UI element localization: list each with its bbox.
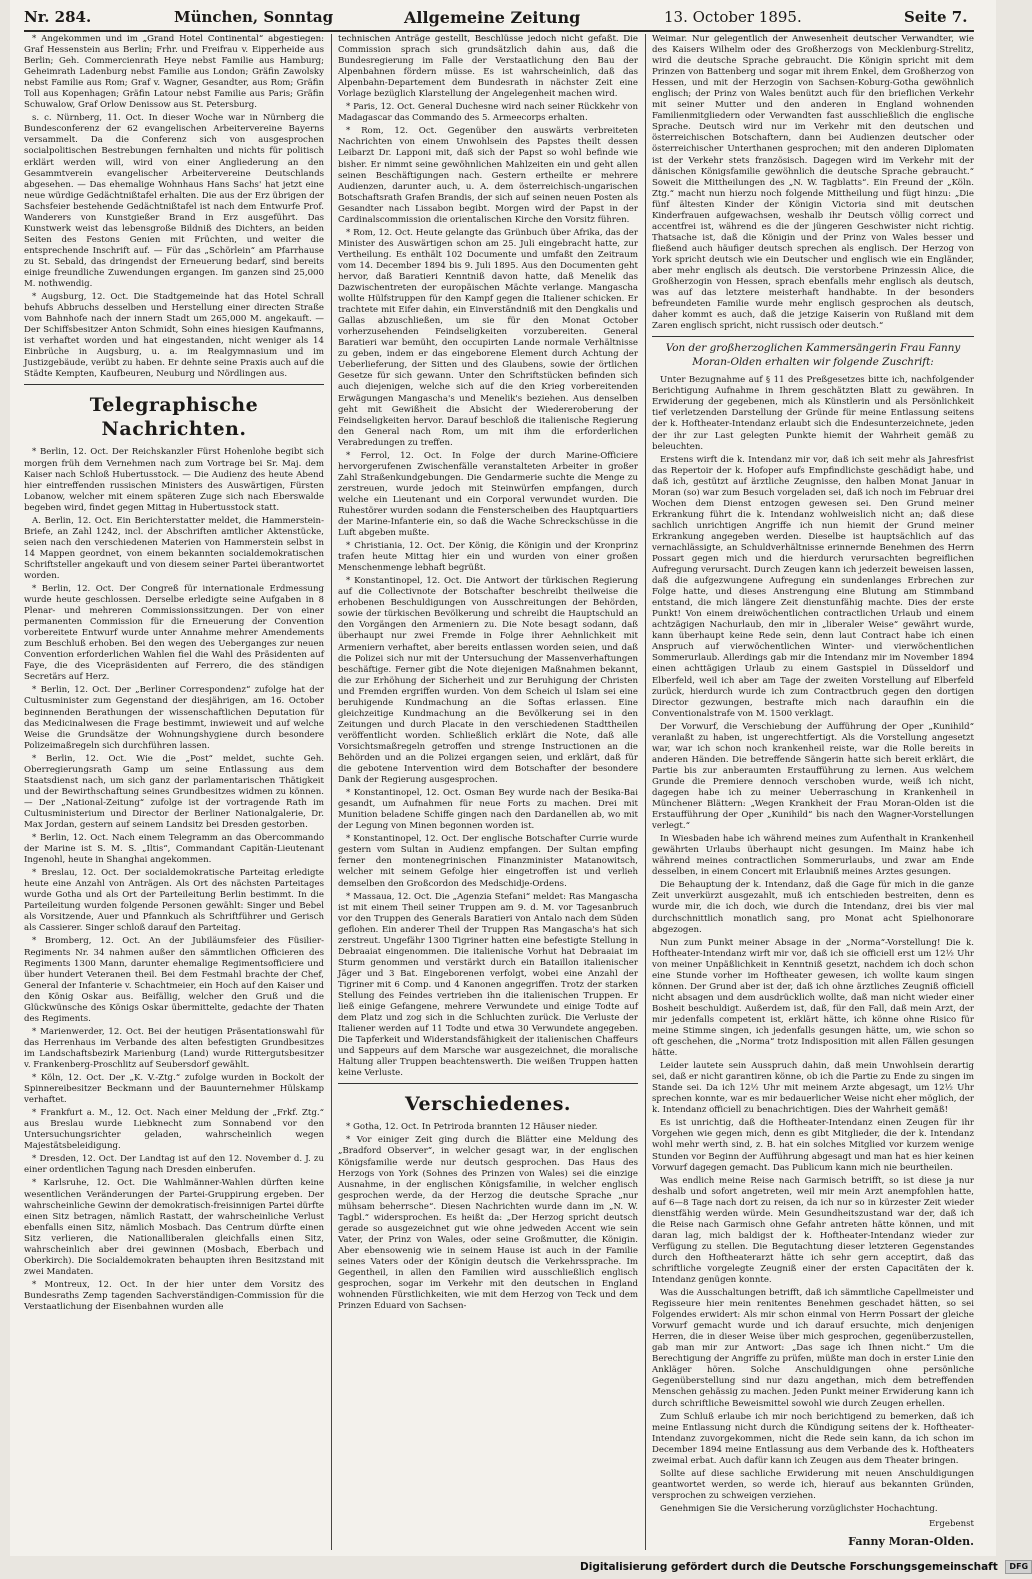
article: * Berlin, 12. Oct. Der „Berliner Correspondenz“ zufolge hat der Cultusminister zum Gegenstand der diesjährigen, am 16. October beginnenden Berathungen der wissenschaftlichen Deputation für das Medicinalwesen die Frage bestimmt, inwieweit und auf welche Weise die Grundsätze der Wohnungshygiene durch besondere Polizeimaßregeln sich durchführen lassen. xyxy=(24,685,324,751)
article: * Rom, 12. Oct. Gegenüber den auswärts verbreiteten Nachrichten von einem Unwohlsein des Papstes theilt dessen Leibarzt Dr. Lapponi mit, daß sich der Papst so wohl befinde wie bisher. Er nimmt seine gewöhnlichen Mahlzeiten ein und geht allen seinen Beschäftigungen nach. Gestern ertheilte er mehrere Audienzen, darunter auch, u. A. dem österreichisch-ungarischen Botschaftsrath Grafen Brandis, der sich auf seinen neuen Posten als Gesandter nach Lissabon begibt. Morgen wird der Papst in der Cardinalscommission die orientalischen Kirche den Vorsitz führen. xyxy=(338,126,638,225)
article: * Marienwerder, 12. Oct. Bei der heutigen Präsentationswahl für das Herrenhaus im Verbande des alten befestigten Grundbesitzes im Landschaftsbezirk Marienburg (Land) wurde Rittergutsbesitzer v. Frankenberg-Proschlitz auf Seubersdorf gewählt. xyxy=(24,1026,324,1070)
letter-paragraph: Leider lautete sein Ausspruch dahin, daß mein Unwohlsein derartig sei, daß er nicht garantiren könne, ob ich die Partie zu Ende zu singen im Stande sei. Da ich 12½ Uhr mit meinem Arzte abgesagt, um 12½ Uhr sprechen konnte, war es mir bedauerlicher Weise nicht eher möglich, der k. Intendanz officiell zu benachrichtigen. Dies der Wahrheit gemäß! xyxy=(652,1061,974,1116)
letter-paragraph: In Wiesbaden habe ich während meines zum Aufenthalt in Krankenheil gewährten Urlaubs überhaupt nicht gesungen. Im Mainz habe ich während meines contractlichen Sommerurlaubs, und zwar am Ende desselben, in einem Concert mit Erlaubniß meines Arztes gesungen. xyxy=(652,834,974,878)
letter-paragraph: Der Vorwurf, die Verschiebung der Aufführung der Oper „Kunihild“ veranlaßt zu haben, ist ungerechtfertigt. Als die Vorstellung angesetzt war, war ich schon noch krankenheil reiste, war die Rolle bereits in anderen Händen. Die betreffende Sängerin hatte sich bereit erklärt, die Partie bis zur anberaumten Erstaufführung zu lernen. Aus welchem Grunde die Premiere dennoch verschoben wurde, weiß ich nicht, dagegen habe ich zu meiner Ueberraschung in Krankenheil in Münchener Blättern: „Wegen Krankheit der Frau Moran-Olden ist die Erstaufführung der Oper „Kunihild“ bis nach den Wagner-Vorstellungen verlegt.“ xyxy=(652,721,974,832)
letter-closing: Genehmigen Sie die Versicherung vorzüglichster Hochachtung. xyxy=(660,1503,938,1514)
issue-date: 13. October 1895. xyxy=(664,8,802,26)
article: A. Berlin, 12. Oct. Ein Berichterstatter meldet, die Hammerstein-Briefe, an Zahl 1242, incl. der Abschriften amtlicher Aktenstücke, seien nach den verschiedenen Materien von Hammerstein selbst in 14 Mappen geordnet, von einem bekannten socialdemokratischen Schriftsteller angekauft und von diesem seiner Partei überantwortet worden. xyxy=(24,515,324,581)
digitization-credit xyxy=(580,1560,1029,1576)
article: Weimar. Nur gelegentlich der Anwesenheit deutscher Verwandter, wie des Kaisers Wilhelm oder des Großherzogs von Mecklenburg-Strelitz, wird die deutsche Sprache gebraucht. Die Königin spricht mit dem Prinzen von Battenberg und sogar mit ihrem Enkel, dem Großherzog von Hessen, und mit der Herzogin von Sachsen-Koburg-Gotha gewöhnlich englisch; der Prinz von Wales benützt auch für den brieflichen Verkehr mit seiner Mutter und den anderen in England wohnenden Familienmitgliedern oder Verwandten fast ausschließlich die englische Sprache. Deutsch wird nur im Verkehr mit den deutschen und österreichischen Botschaftern, dann bei Audienzen deutscher oder österreichischer Unterthanen gesprochen; mit den anderen Diplomaten ist der Verkehr stets französisch. Dagegen wird im Verkehr mit der dänischen Königsfamilie gewöhnlich die deutsche Sprache gebraucht.“ Soweit die Mittheilungen des „N. W. Tagblatts“. Ein Freund der „Köln. Ztg.“ macht nun hierzu noch folgende Mittheilung und fügt hinzu: „Die fünf ältesten Kinder der Königin Victoria sind mit deutschen Kinderfrauen aufgewachsen, weshalb ihr Deutsch völlig correct und accentfrei ist, während es die der jüngeren Geschwister nicht richtig. Thatsache ist, daß die Königin und der Prinz von Wales besser und fließend auch häufiger deutsch sprechen als englisch. Der Herzog von York spricht deutsch wie ein Deutscher und englisch wie ein Engländer, aber mehr englisch als deutsch. Die verstorbene Prinzessin Alice, die Großherzogin von Hessen, sprach ebenfalls mehr englisch als deutsch, was auf das letztere meisterhaft handhabte. In der besonders befreundeten Familie wurde mehr englisch gesprochen als deutsch, daher kommt es auch, daß die jetzige Kaiserin von Rußland mit dem Zaren englisch spricht, nicht russisch oder deutsch.“ xyxy=(652,34,974,332)
article: technischen Anträge gestellt, Beschlüsse jedoch nicht gefaßt. Die Commission sprach sich grundsätzlich dahin aus, daß die Bundesregierung im Falle der Verstaatlichung den Bau der Alpenbahnen fördern müsse. Es ist wahrscheinlich, daß das Alpenbahn-Departement dem Bundesrath in nächster Zeit eine Vorlage bezüglich Klarstellung der Angelegenheit machen wird. xyxy=(338,34,638,100)
letter-paragraph: Unter Bezugnahme auf § 11 des Preßgesetzes bitte ich, nachfolgender Berichtigung Aufnahme in Ihrem geschätzten Blatt zu gewähren. In Erwiderung der gegebenen, mich als Künstlerin und als Persönlichkeit tief verletzenden Darstellung der Gründe für meine Entlassung seitens der k. Hoftheater-Intendanz erlaubt sich die Endesunterzeichnete, jeden der ihr zur Last gelegten Punkte hiemit der Wahrheit gemäß zu beleuchten. xyxy=(652,375,974,452)
letter-intro: Von der großherzoglichen Kammersängerin Frau Fanny Moran-Olden erhalten wir folgende Zuschrift: xyxy=(665,342,961,369)
article: * Dresden, 12. Oct. Der Landtag ist auf den 12. November d. J. zu einer ordentlichen Tagung nach Dresden einberufen. xyxy=(24,1154,324,1176)
article: * Berlin, 12. Oct. Der Reichskanzler Fürst Hohenlohe begibt sich morgen früh dem Vernehmen nach zum Vortrage bei Sr. Maj. dem Kaiser nach Schloß Hubertusstock. — Die Audienz des heute Abend hier eintreffenden russischen Ministers des Auswärtigen, Fürsten Lobanow, welcher mit einem späteren Zuge sich nach Eberswalde begeben wird, findet gegen Mittag in Hubertusstock statt. xyxy=(24,447,324,513)
article: * Köln, 12. Oct. Der „K. V.-Ztg.“ zufolge wurden in Bockolt der Spinnereibesitzer Beckmann und der Bauunternehmer Hülskamp verhaftet. xyxy=(24,1073,324,1106)
credit-text: Digitalisierung gefördert durch die Deutsche Forschungsgemeinschaft xyxy=(580,1561,998,1573)
letter-paragraph: Nun zum Punkt meiner Absage in der „Norma“-Vorstellung! Die k. Hoftheater-Intendanz wirft mir vor, daß ich sie officiell erst um 12½ Uhr von meiner Unpäßlichkeit in Kenntniß gesetzt, nachdem ich doch schon eine Stunde vorher im Hoftheater gewesen, ich wollte kaum singen können. Der Grund aber ist der, daß ich ohne ärztliches Zeugniß officiell nicht absagen und dem ausdrücklich wollte, daß man nicht wieder einer Bosheit beschuldigt. Außerdem ist, daß, für den Fall, daß mein Arzt, der mir jedenfalls competent ist, erklärt hätte, ich könne ohne Risico für meine Stimme singen, ich jedenfalls gesungen hätte, um, wie schon so oft geschehen, die „Norma“ trotz Indisposition mit allen Fällen gesungen hätte. xyxy=(652,937,974,1059)
article: * Frankfurt a. M., 12. Oct. Nach einer Meldung der „Frkf. Ztg.“ aus Breslau wurde Liebknecht zum Sonnabend vor den Untersuchungsrichter geladen, wahrscheinlich wegen Majestätsbeleidigung. xyxy=(24,1108,324,1152)
section-rule xyxy=(24,384,324,385)
article: * Vor einiger Zeit ging durch die Blätter eine Meldung des „Bradford Observer“, in welcher gesagt war, in der englischen Königsfamilie werde nur deutsch gesprochen. Das Haus des Herzogs von York (Sohnes des Prinzen von Wales) sei die einzige Ausnahme, in der englischen Königsfamilie, in welcher englisch gesprochen werde, da der Herzog die deutsche Sprache „nur mühsam beherrsche“. Diesen Nachrichten wurde dann im „N. W. Tagbl.“ widersprochen. Es heißt da: „Der Herzog spricht deutsch gerade so ausgezeichnet gut wie ohne jedweden Accent wie sein Vater, der Prinz von Wales, oder seine Großmutter, die Königin. Aber ebensowenig wie in seinem Hause ist auch in der Familie seines Vaters oder der Königin deutsch die Verkehrssprache. Im Gegentheil, in allen den Familien wird ausschließlich englisch gesprochen, sogar im Verkehr mit den deutschen in England wohnenden Fürstlichkeiten, wie mit dem Herzog von Teck und dem Prinzen Eduard von Sachsen- xyxy=(338,1135,638,1312)
letter-paragraph: Es ist unrichtig, daß die Hoftheater-Intendanz einen Zeugen für ihr Vorgehen wie gegen mich, denn es gibt Mitglieder, die der k. Intendanz wohl mehr werth sind, z. B. hat ein solches Mitglied vor kurzem wenige Stunden vor Beginn der Aufführung abgesagt und man hat es hier keinen Vorwurf dagegen gemacht. Das Publicum kann mich nie beurtheilen. xyxy=(652,1118,974,1173)
article: * Montreux, 12. Oct. In der hier unter dem Vorsitz des Bundesraths Zemp tagenden Sachverständigen-Commission für die Verstaatlichung der Eisenbahnen wurden alle xyxy=(24,1279,324,1312)
article: * Konstantinopel, 12. Oct. Der englische Botschafter Currie wurde gestern vom Sultan in Audienz empfangen. Der Sultan empfing ferner den montenegrinischen Finanzminister Matanowitsch, welcher mit seinem Gefolge hier eingetroffen ist und verlieh demselben den Großcordon des Medschidje-Ordens. xyxy=(338,834,638,889)
article: * Rom, 12. Oct. Heute gelangte das Grünbuch über Afrika, das der Minister des Auswärtigen schon am 25. Juli eingebracht hatte, zur Vertheilung. Es enthält 102 Documente und umfaßt den Zeitraum vom 14. December 1894 bis 9. Juli 1895. Aus den Documenten geht hervor, daß Baratieri Kenntniß davon hatte, daß Menelik das Dazwischentreten der europäischen Mächte verlange. Mangascha wollte Hülfstruppen für den Kampf gegen die Italiener schicken. Er trachtete mit Eifer dahin, ein Einverständniß mit den Dengkalis und Gallas abzuschließen, um sie für den Monat October vorherzusehenden Feindseligkeiten vorzubereiten. General Baratieri war bemüht, den occupirten Lande normale Verhältnisse zu geben, indem er das eingeborene Element durch Achtung der Ueberlieferung, der Sitten und des Glaubens, sowie der örtlichen Gesetze für sich gewann. Unter den Schriftstücken befinden sich auch diejenigen, welche sich auf die den Krieg vorbereitenden Erwägungen Mangascha's und Menelik's beziehen. Aus denselben geht mit Gewißheit die Absicht der Wiedereroberung der Feindseligkeiten hervor. Darauf beschloß die italienische Regierung den General nach Rom, um mit ihm die erforderlichen Verabredungen zu treffen. xyxy=(338,227,638,448)
article: * Augsburg, 12. Oct. Die Stadtgemeinde hat das Hotel Schrall behufs Abbruchs desselben und Herstellung einer directen Straße vom Bahnhofe nach der innern Stadt um 265,000 M. angekauft. — Der Schiffsbesitzer Anton Schmidt, Sohn eines hiesigen Kaufmanns, ist verhaftet worden und hat eingestanden, nicht weniger als 14 Einbrüche in Augsburg, u. a. im Realgymnasium und im Justizgebäude, verübt zu haben. Er dehnte seine Praxis auch auf die Städte Kempten, Kaufbeuren, Neuburg und Nördlingen aus. xyxy=(24,292,324,380)
article: s. c. Nürnberg, 11. Oct. In dieser Woche war in Nürnberg die Bundesconferenz der 62 evangelischen Arbeitervereine Bayerns versammelt. Da die Conferenz sich von ausgesprochen socialpolitischen Bestrebungen fernhalten und nichts für politisch erklärt werden will, wird von einer Angliederung an den Gesammtverein evangelischer Arbeitervereine Deutschlands abgesehen. — Das ehemalige Wohnhaus Hans Sachs' hat jetzt eine neue würdige Gedächtnißtafel erhalten. Die aus der Erz übrigen der Sachsfeier bestehende Gedächtnißtafel ist nach dem Entwurfe Prof. Wanderers von Kunstgießer Brand in Erz ausgeführt. Das Kunstwerk weist das lebensgroße Bildniß des Dichters, an beiden Seiten des Festons Genien mit Früchten, und weiter die entsprechende Inschrift auf. — Für das „Schörlein“ am Pfarrhause zu St. Sebald, das dringendst der Erneuerung bedarf, sind bereits einige freundliche Zuwendungen ergangen. Im ganzen sind 25,000 M. nothwendig. xyxy=(24,113,324,290)
column-3 xyxy=(652,34,974,1550)
masthead xyxy=(24,4,974,32)
issue-number: Nr. 284. xyxy=(24,8,92,26)
letter-signature: Fanny Moran-Olden. xyxy=(848,1535,974,1549)
article: * Berlin, 12. Oct. Der Congreß für internationale Erdmessung wurde heute geschlossen. Derselbe erledigte seine Aufgaben in 8 Plenar- und mehreren Commissionssitzungen. Der von einer permanenten Commission für die Erneuerung der Convention vorbereitete Entwurf wurde unter Annahme mehrer Amendements zum Beschluß erhoben. Bei den wegen des Ueberganges zur neuen Convention erforderlichen Wahlen fiel die Wahl des Präsidenten auf Faye, die des Vicepräsidenten auf Ferrero, die des ständigen Secretärs auf Herz. xyxy=(24,584,324,683)
article: * Christiania, 12. Oct. Der König, die Königin und der Kronprinz trafen heute Mittag hier ein und wurden von einer großen Menschenmenge lebhaft begrüßt. xyxy=(338,541,638,574)
article: * Konstantinopel, 12. Oct. Die Antwort der türkischen Regierung auf die Collectivnote der Botschafter beschreibt theilweise die erhobenen Beschuldigungen von Ausschreitungen der Behörden, sowie der türkischen Bevölkerung und schreibt die Hauptschuld an den Vorgängen den Armeniern zu. Die Note besagt sodann, daß überhaupt nur zwei Fremde in Folge ihrer Aehnlichkeit mit Armeniern verhaftet, aber bereits entlassen worden seien, und daß die Polizei sich nur mit der Untersuchung der Massenverhaftungen beschäftige. Ferner gibt die Note diejenigen Maßnahmen bekannt, die zur Erhöhung der Sicherheit und zur Beruhigung der Christen und Fremden ergriffen wurden. Von dem Scheich ul Islam sei eine beruhigende Kundmachung an die Softas erlassen. Eine gleichzeitige Kundmachung an die Bevölkerung sei in den Zeitungen und durch Placate in den verschiedenen Stadttheilen veröffentlicht worden. Schließlich erklärt die Note, daß alle Vorsichtsmaßregeln getroffen und strenge Instructionen an die Behörden und an die Polizei ergangen seien, und erklärt, daß für die gebotene Intervention wird dem Botschafter der besondere Dank der Regierung ausgesprochen. xyxy=(338,576,638,786)
article: * Massaua, 12. Oct. Die „Agenzia Stefani“ meldet: Ras Mangascha ist mit einem Theil seiner Truppen am 9. d. M. vor Tagesanbruch vor den Truppen des Generals Baratieri von Antalo nach dem Süden geflohen. Ein anderer Theil der Truppen Ras Mangascha's hat sich zerstreut. Ungefähr 1300 Tigriner hatten eine befestigte Stellung in Debraaiat eingenommen. Die italienische Vorhut hat Debraaiat im Sturm genommen und verstärkt durch ein Bataillon italienischer Jäger und 3 Bat. Eingeborenen verfolgt, wobei eine Anzahl der Tigriner mit 6 Comp. und 4 Kanonen angegriffen. Trotz der starken Stellung des Feindes vertrieben ihn die italienischen Truppen. Er ließ einige Gefangene, mehrere Verwundete und einige Todte auf dem Platz und zog sich in die Schluchten zurück. Die Verluste der Italiener werden auf 11 Todte und etwa 30 Verwundete angegeben. Die Tapferkeit und Widerstandsfähigkeit der italienischen Chaffeurs und Sappeurs auf dem Marsche war ausgezeichnet, die moralische Haltung aller Truppen beachtenswerth. Die weißen Truppen hatten keine Verluste. xyxy=(338,891,638,1079)
section-headline: Telegraphische Nachrichten. xyxy=(89,394,259,441)
section-headline: Verschiedenes. xyxy=(404,1093,572,1116)
article: * Gotha, 12. Oct. In Petriroda brannten 12 Häuser nieder. xyxy=(346,1122,598,1133)
column-1 xyxy=(24,34,324,1550)
column-2 xyxy=(338,34,638,1550)
letter-paragraph: Erstens wirft die k. Intendanz mir vor, daß ich seit mehr als Jahresfrist das Repertoir der k. Hofoper aufs Empfindlichste geschädigt habe, und daß ich, gestützt auf ärztliche Zeugnisse, den halben Monat Januar in Moran (so) war zum Besuch vorgeladen sei, daß ich noch im Februar drei Wochen dem Dienst entzogen gewesen sei. Den Grund meiner Erkrankung führt die k. Intendanz wohlweislich nicht an; daß diese sachlich unrichtigen Angriffe ich nun hiemit der Grund meiner Erkrankung angegeben werden. Dieselbe ist hauptsächlich auf das vernachlässigte, an Schuldverhältnisse erinnernde Benehmen des Herrn Possart gegen mich und die hierdurch verursachten begreiflichen Aufregung verursacht. Durch Zeugen kann ich jederzeit beweisen lassen, daß die aufgezwungene Aufregung ein sundenlanges Erbrechen zur Folge hatte, und dieses Anstrengung eine Blutung am Stimmband entstand, die mich längere Zeit dienstunfähig machte. Dies der erste Punkt! Von einem dreiwöchentlichen contractlichen Urlaub und einem achtzägigen Nachurlaub, den mir in „liberaler Weise“ gewährt wurde, kann überhaupt keine Rede sein, denn laut Contract habe ich einen Anspruch auf vierwöchentlichen Winter- und vierwöchentlichen Sommerurlaub. Allerdings gab mir die Intendanz mir im November 1894 einen achttägigen Urlaub zu einem Gastspiel in Düsseldorf und Elberfeld, weil ich aber am Tage der zweiten Vorstellung auf Elberfeld zurück, hierdurch wurde ich zum Contractbruch gegen den dortigen Director gezwungen, bestrafte mich nach daraufhin ein die Conventionalstrafe von M. 1500 verklagt. xyxy=(652,454,974,719)
article: * Ferrol, 12. Oct. In Folge der durch Marine-Officiere hervorgerufenen Zwischenfälle veranstalteten Arbeiter in großer Zahl Straßenkundgebungen. Die Gendarmerie suchte die Menge zu zerstreuen, wurde jedoch mit Steinwürfen empfangen, durch welche ein Lieutenant und ein Corporal verwundet wurden. Die Ruhestörer wurden sodann die Fensterscheiben des Hauptquartiers der Marine-Infanterie ein, so daß die Wache Schreckschüsse in die Luft abgeben mußte. xyxy=(338,450,638,539)
letter-ergebenst: Ergebenst xyxy=(929,1519,974,1529)
place-day: München, Sonntag xyxy=(174,8,334,26)
section-rule xyxy=(338,1083,638,1084)
letter-paragraph: Zum Schluß erlaube ich mir noch berichtigend zu bemerken, daß ich meine Entlassung nicht durch die Kündigung seitens der k. Hoftheater-Intendanz zuvorgekommen, nicht die Rede sein kann, da ich schon im December 1894 meine Entlassung aus dem Verbande des k. Hoftheaters zweimal erbat. Auch dafür kann ich Zeugen aus dem Theater bringen. xyxy=(652,1411,974,1466)
column-divider xyxy=(331,34,332,1550)
article: * Karlsruhe, 12. Oct. Die Wahlmänner-Wahlen dürften keine wesentlichen Veränderungen der Partei-Gruppirung ergeben. Der wahrscheinliche Gewinn der demokratisch-freisinnigen Partei dürfte einen Sitz betragen, nämlich Rastatt, der wahrscheinliche Verlust ebenfalls einen Sitz, nämlich Mosbach. Das Centrum dürfte einen Sitz verlieren, die Nationalliberalen gleichfalls einen Sitz, wahrscheinlich aber drei gewinnen (Mosbach, Eberbach und Oberkirch). Die Socialdemokraten behaupten ihren Besitzstand mit zwei Mandaten. xyxy=(24,1178,324,1277)
article: * Berlin, 12. Oct. Nach einem Telegramm an das Obercommando der Marine ist S. M. S. „Iltis“, Commandant Capitän-Lieutenant Ingenohl, heute in Shanghai angekommen. xyxy=(24,833,324,866)
article: * Breslau, 12. Oct. Der socialdemokratische Parteitag erledigte heute eine Anzahl von Anträgen. Als Ort des nächsten Parteitages wurde Gotha und als Ort der Parteileitung Berlin bestimmt. In die Parteileitung wurden folgende Personen gewählt: Singer und Bebel als Vorsitzende, Auer und Pfannkuch als Schriftführer und Gerisch als Cassierer. Singer schloß darauf den Parteitag. xyxy=(24,868,324,934)
article: * Paris, 12. Oct. General Duchesne wird nach seiner Rückkehr von Madagascar das Commando des 5. Armeecorps erhalten. xyxy=(338,102,638,124)
section-rule xyxy=(652,336,974,337)
newspaper-page xyxy=(10,0,996,1556)
page-number: Seite 7. xyxy=(904,8,968,26)
letter-paragraph: Was die Ausschaltungen betrifft, daß ich sämmtliche Capellmeister und Regisseure hier mein renitentes Benehmen geschadet hätten, so sei Folgendes erwidert: Als mir schon einmal von Herrn Possart der gleiche Vorwurf gemacht wurde und ich darauf ersuchte, mich denjenigen Herren, die in dieser Weise über mich gesprochen, gegenüberzustellen, gab man mir zur Antwort: „Das sage ich Ihnen nicht.“ Um die Berechtigung der Angriffe zu prüfen, müßte man doch in erster Linie den Ankläger hören. Solche Anschuldigungen ohne persönliche Gegenüberstellung sind nur dazu angethan, mich dem betreffenden Menschen gehässig zu machen. Jeden Punkt meiner Erwiderung kann ich durch schriftliche Beweismittel sowohl wie durch Zeugen erhellen. xyxy=(652,1288,974,1409)
dfg-logo: DFG xyxy=(1005,1560,1032,1574)
article: * Bromberg, 12. Oct. An der Jubiläumsfeier des Füsilier-Regiments Nr. 34 nahmen außer den sämmtlichen Officieren des Regiments 1300 Mann, darunter ehemalige Regimentsofficiere und über hundert Veteranen theil. Bei dem Festmahl brachte der Chef, General der Infanterie v. Schachtmeier, ein Hoch auf den Kaiser und den König Oskar aus. Beifällig, welcher den Gruß und die Glückwünsche des Königs Oskar übermittelte, gedachte der Thaten des Regiments. xyxy=(24,936,324,1024)
article: * Konstantinopel, 12. Oct. Osman Bey wurde nach der Besika-Bai gesandt, um Aufnahmen für neue Forts zu machen. Drei mit Munition beladene Schiffe gingen nach den Dardanellen ab, wo mit der Legung von Minen begonnen worden ist. xyxy=(338,788,638,832)
article: * Angekommen und im „Grand Hotel Continental“ abgestiegen: Graf Hessenstein aus Berlin; Frhr. und Freifrau v. Eipperheide aus Berlin; Geh. Commercienrath Heye nebst Familie aus Hamburg; Geheimrath Ladenburg nebst Familie aus London; Gräfin Zawolsky nebst Familie aus Rom; Graf v. Wagner, Gesandter, aus Rom; Gräfin Toll aus Kopenhagen; Gräfin Latour nebst Familie aus Paris; Gräfin Schuwalow, Graf Orlow Denissow aus St. Petersburg. xyxy=(24,34,324,111)
article: * Berlin, 12. Oct. Wie die „Post“ meldet, suchte Geh. Oberregierungsrath Gamp um seine Entlassung aus dem Staatsdienst nach, um sich ganz der parlamentarischen Thätigkeit und der Bewirthschaftung seines Grundbesitzes widmen zu können. — Der „National-Zeitung“ zufolge ist der vortragende Rath im Cultusministerium und Director der Berliner Nationalgalerie, Dr. Max Jordan, gestern auf seinem Landsitz bei Dresden gestorben. xyxy=(24,753,324,830)
letter-paragraph: Was endlich meine Reise nach Garmisch betrifft, so ist diese ja nur deshalb und sofort angetreten, weil mir mein Arzt anempfohlen hatte, auf 6—8 Tage nach dort zu reisen, da ich nur so in kürzester Zeit wieder dienstfähig werden würde. Mein Gesundheitszustand war der, daß ich die Reise nach Garmisch ohne Gefahr antreten hätte können, und mit daran lag, mich baldigst der k. Hoftheater-Intendanz wieder zur Verfügung zu stellen. Die Begutachtung dieser letzteren Gegenstandes durch den Hoftheaterarzt hätte ich sehr gern acceptirt, daß das schriftliche vorgelegte Zeugniß einer der ersten Capacitäten der k. Intendanz genügen konnte. xyxy=(652,1175,974,1286)
letter-paragraph: Sollte auf diese sachliche Erwiderung mit neuen Anschuldigungen geantwortet werden, so werde ich, hierauf aus bekannten Gründen, versprochen zu schweigen verziehen. xyxy=(652,1468,974,1501)
paper-title: Allgemeine Zeitung xyxy=(404,8,581,27)
column-divider xyxy=(645,34,646,1550)
letter-paragraph: Die Behauptung der k. Intendanz, daß die Gage für mich in die ganze Zeit unverkürzt ausgezahlt, muß ich entschieden bestreiten, denn es wurde mir, die ich doch, wie durch die Intendanz, drei bis vier mal durchschnittlich monatlich sang, pro Monat acht Spielhonorare abgezogen. xyxy=(652,880,974,935)
